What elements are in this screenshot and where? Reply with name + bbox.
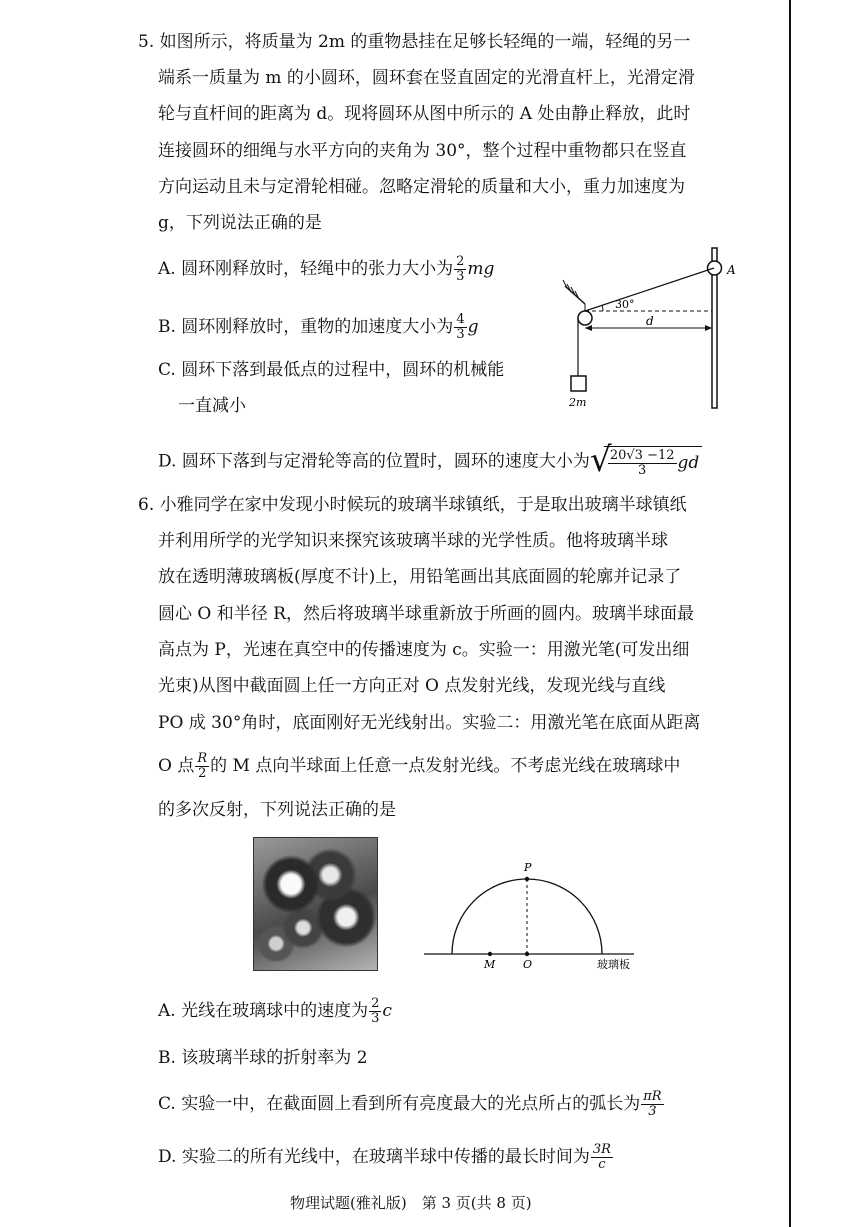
label-m: M (484, 958, 496, 971)
q5-option-b: B. 圆环刚释放时，重物的加速度大小为 $\frac{4}{3}$ g (158, 312, 479, 342)
pulley (578, 311, 592, 325)
q5-option-d: D. 圆环下落到与定滑轮等高的位置时，圆环的速度大小为 √ $\frac{20√3 -12}{3}$ gd (158, 446, 702, 478)
q5-line-2: 端系一质量为 m 的小圆环，圆环套在竖直固定的光滑直杆上，光滑定滑 (158, 68, 695, 88)
point-p (525, 877, 529, 881)
weight-2m (571, 376, 586, 391)
q6-line-2: 并利用所学的光学知识来探究该玻璃半球的光学性质。他将玻璃半球 (158, 531, 668, 551)
point-o (525, 952, 529, 956)
q5-option-c-line-2: 一直减小 (178, 396, 246, 416)
label-2m: 2m (569, 396, 587, 409)
fraction: $\frac{2}{3}$ (456, 254, 465, 284)
q6-line-9: 的多次反射，下列说法正确的是 (158, 800, 396, 820)
label-glass-plate: 玻璃板 (597, 958, 630, 971)
rope-to-ring (585, 268, 714, 311)
q5-line-3: 轮与直杆间的距离为 d。现将圆环从图中所示的 A 处由静止释放，此时 (158, 104, 691, 124)
fraction: $\frac{\pi R}{3}$ (643, 1089, 662, 1119)
q6-option-a: A. 光线在玻璃球中的速度为 $\frac{2}{3}$ c (158, 996, 392, 1026)
q5-line-4: 连接圆环的细绳与水平方向的夹角为 30°，整个过程中重物都只在竖直 (158, 141, 687, 161)
q6-line-3: 放在透明薄玻璃板(厚度不计)上，用铅笔画出其底面圆的轮廓并记录了 (158, 567, 682, 587)
angle-label: 30° (615, 298, 635, 311)
q6-line-8: O 点 $\frac{R}{2}$ 的 M 点向半球面上任意一点发射光线。不考虑光线在玻璃球中 (158, 751, 681, 781)
q5-option-c-line-1: C. 圆环下落到最低点的过程中，圆环的机械能 (158, 360, 505, 380)
q5-line-1: 5. 如图所示，将质量为 2m 的重物悬挂在足够长轻绳的一端，轻绳的另一 (138, 32, 691, 52)
q6-line-7: PO 成 30°角时，底面刚好无光线射出。实验二：用激光笔在底面从距离 (158, 713, 701, 733)
fraction: $\frac{20√3 -12}{3}$ (609, 448, 675, 478)
ring-a (708, 261, 722, 275)
q6-line-1: 6. 小雅同学在家中发现小时候玩的玻璃半球镇纸，于是取出玻璃半球镇纸 (138, 495, 687, 515)
fraction: $\frac{2}{3}$ (371, 996, 380, 1026)
q6-option-b: B. 该玻璃半球的折射率为 2 (158, 1048, 368, 1068)
hemisphere-figure (424, 855, 650, 973)
sqrt-expression: √ $\frac{20√3 -12}{3}$ gd (590, 446, 702, 478)
q5-line-6: g，下列说法正确的是 (158, 213, 322, 233)
q6-line-6: 光束)从图中截面圆上任一方向正对 O 点发射光线，发现光线与直线 (158, 676, 666, 696)
fraction: $\frac{R}{2}$ (197, 751, 208, 781)
point-m (488, 952, 492, 956)
page-footer: 物理试题(雅礼版) 第 3 页(共 8 页) (290, 1194, 532, 1212)
q5-option-a: A. 圆环刚释放时，轻绳中的张力大小为 $\frac{2}{3}$ mg (158, 254, 495, 284)
label-a: A (727, 263, 736, 277)
label-d: d (646, 314, 654, 328)
label-o: O (523, 958, 533, 971)
page-margin-rule (789, 0, 791, 1227)
q5-line-5: 方向运动且未与定滑轮相碰。忽略定滑轮的质量和大小，重力加速度为 (158, 177, 685, 197)
glass-hemisphere-photo (253, 837, 378, 971)
fraction: $\frac{4}{3}$ (456, 312, 465, 342)
q6-option-c: C. 实验一中，在截面圆上看到所有亮度最大的光点所占的弧长为 $\frac{\pi R}{3}$ (158, 1089, 662, 1119)
label-p: P (524, 861, 532, 874)
fraction: $\frac{3R}{c}$ (592, 1142, 611, 1172)
q6-line-4: 圆心 O 和半径 R，然后将玻璃半球重新放于所画的圆内。玻璃半球面最 (158, 604, 694, 624)
q6-option-d: D. 实验二的所有光线中，在玻璃半球中传播的最长时间为 $\frac{3R}{c}$ (158, 1142, 611, 1172)
q6-line-5: 高点为 P，光速在真空中的传播速度为 c。实验一：用激光笔(可发出细 (158, 640, 690, 660)
q5-pulley-figure (555, 240, 745, 415)
